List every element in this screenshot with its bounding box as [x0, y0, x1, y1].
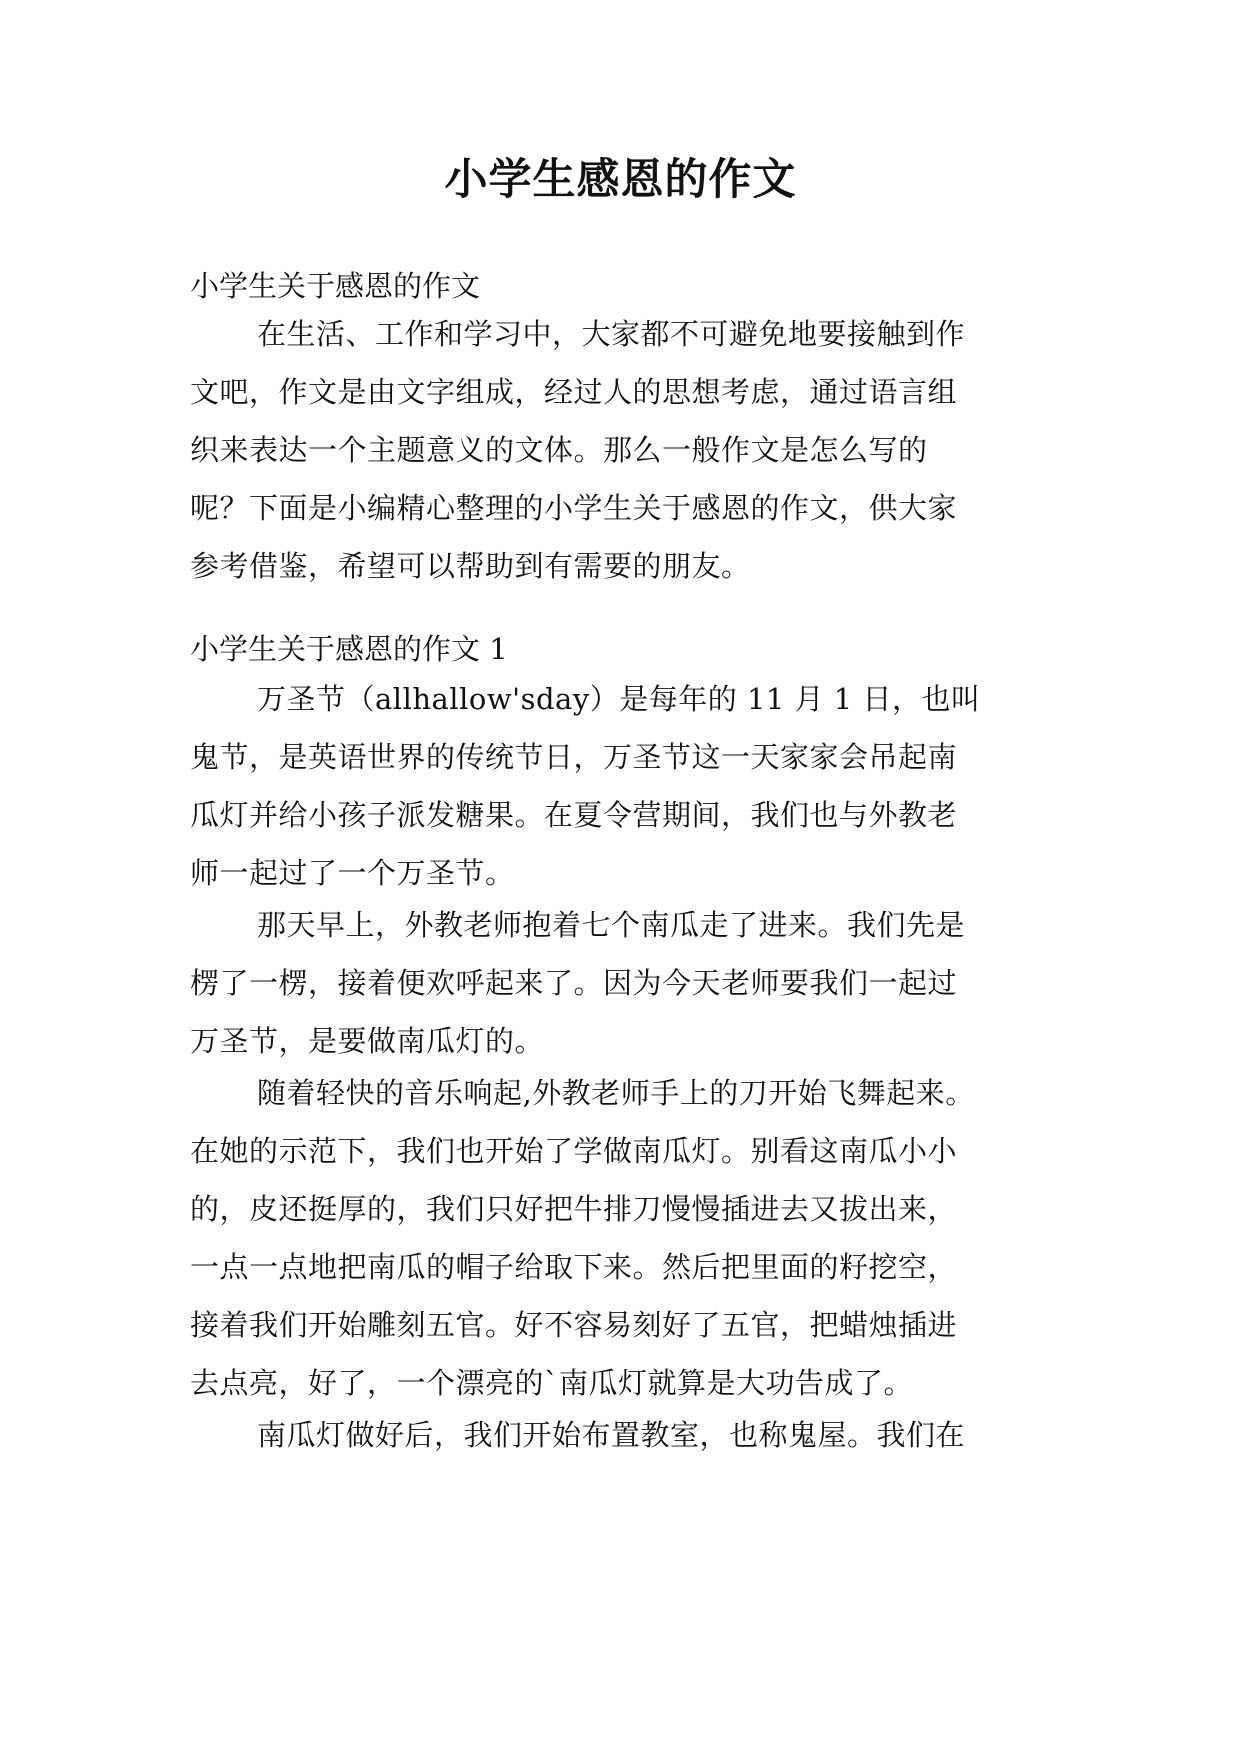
paragraph-line: 万圣节，是要做南瓜灯的。	[190, 1024, 545, 1058]
paragraph-line: 参考借鉴，希望可以帮助到有需要的朋友。	[190, 549, 751, 583]
paragraph-line: 呢？下面是小编精心整理的小学生关于感恩的作文，供大家	[190, 491, 958, 525]
paragraph-line: 的，皮还挺厚的，我们只好把牛排刀慢慢插进去又拔出来，	[190, 1192, 958, 1226]
paragraph-line: 在她的示范下，我们也开始了学做南瓜灯。别看这南瓜小小	[190, 1134, 958, 1168]
intro-paragraph	[190, 305, 1070, 595]
paragraph-line: 一点一点地把南瓜的帽子给取下来。然后把里面的籽挖空，	[190, 1250, 958, 1284]
paragraph-line: 瓜灯并给小孩子派发糖果。在夏令营期间，我们也与外教老	[190, 798, 958, 832]
paragraph-line: 万圣节（allhallow'sday）是每年的 11 月 1 日，也叫	[257, 682, 981, 716]
paragraph-line: 南瓜灯做好后，我们开始布置教室，也称鬼屋。我们在	[257, 1418, 966, 1452]
paragraph-line: 师一起过了一个万圣节。	[190, 856, 515, 890]
paragraph-line: 文吧，作文是由文字组成，经过人的思想考虑，通过语言组	[190, 375, 958, 409]
paragraph-line: 织来表达一个主题意义的文体。那么一般作文是怎么写的	[190, 433, 928, 467]
paragraph-line: 楞了一楞，接着便欢呼起来了。因为今天老师要我们一起过	[190, 966, 958, 1000]
paragraph-line: 在生活、工作和学习中，大家都不可避免地要接触到作	[257, 317, 966, 351]
essay-paragraph-3	[190, 1064, 1070, 1412]
paragraph-line: 去点亮，好了，一个漂亮的`南瓜灯就算是大功告成了。	[190, 1366, 914, 1400]
paragraph-line: 鬼节，是英语世界的传统节日，万圣节这一天家家会吊起南	[190, 740, 958, 774]
paragraph-line: 接着我们开始雕刻五官。好不容易刻好了五官，把蜡烛插进	[190, 1308, 958, 1342]
essay-paragraph-2	[190, 896, 1070, 1070]
document-title: 小学生感恩的作文	[444, 155, 797, 205]
paragraph-line: 那天早上，外教老师抱着七个南瓜走了进来。我们先是	[257, 908, 966, 942]
section-heading: 小学生关于感恩的作文	[190, 269, 481, 303]
essay-paragraph-1	[190, 670, 1070, 902]
essay-paragraph-4	[190, 1406, 1070, 1464]
essay-heading: 小学生关于感恩的作文 1	[190, 632, 508, 666]
paragraph-line: 随着轻快的音乐响起,外教老师手上的刀开始飞舞起来。	[257, 1076, 975, 1110]
